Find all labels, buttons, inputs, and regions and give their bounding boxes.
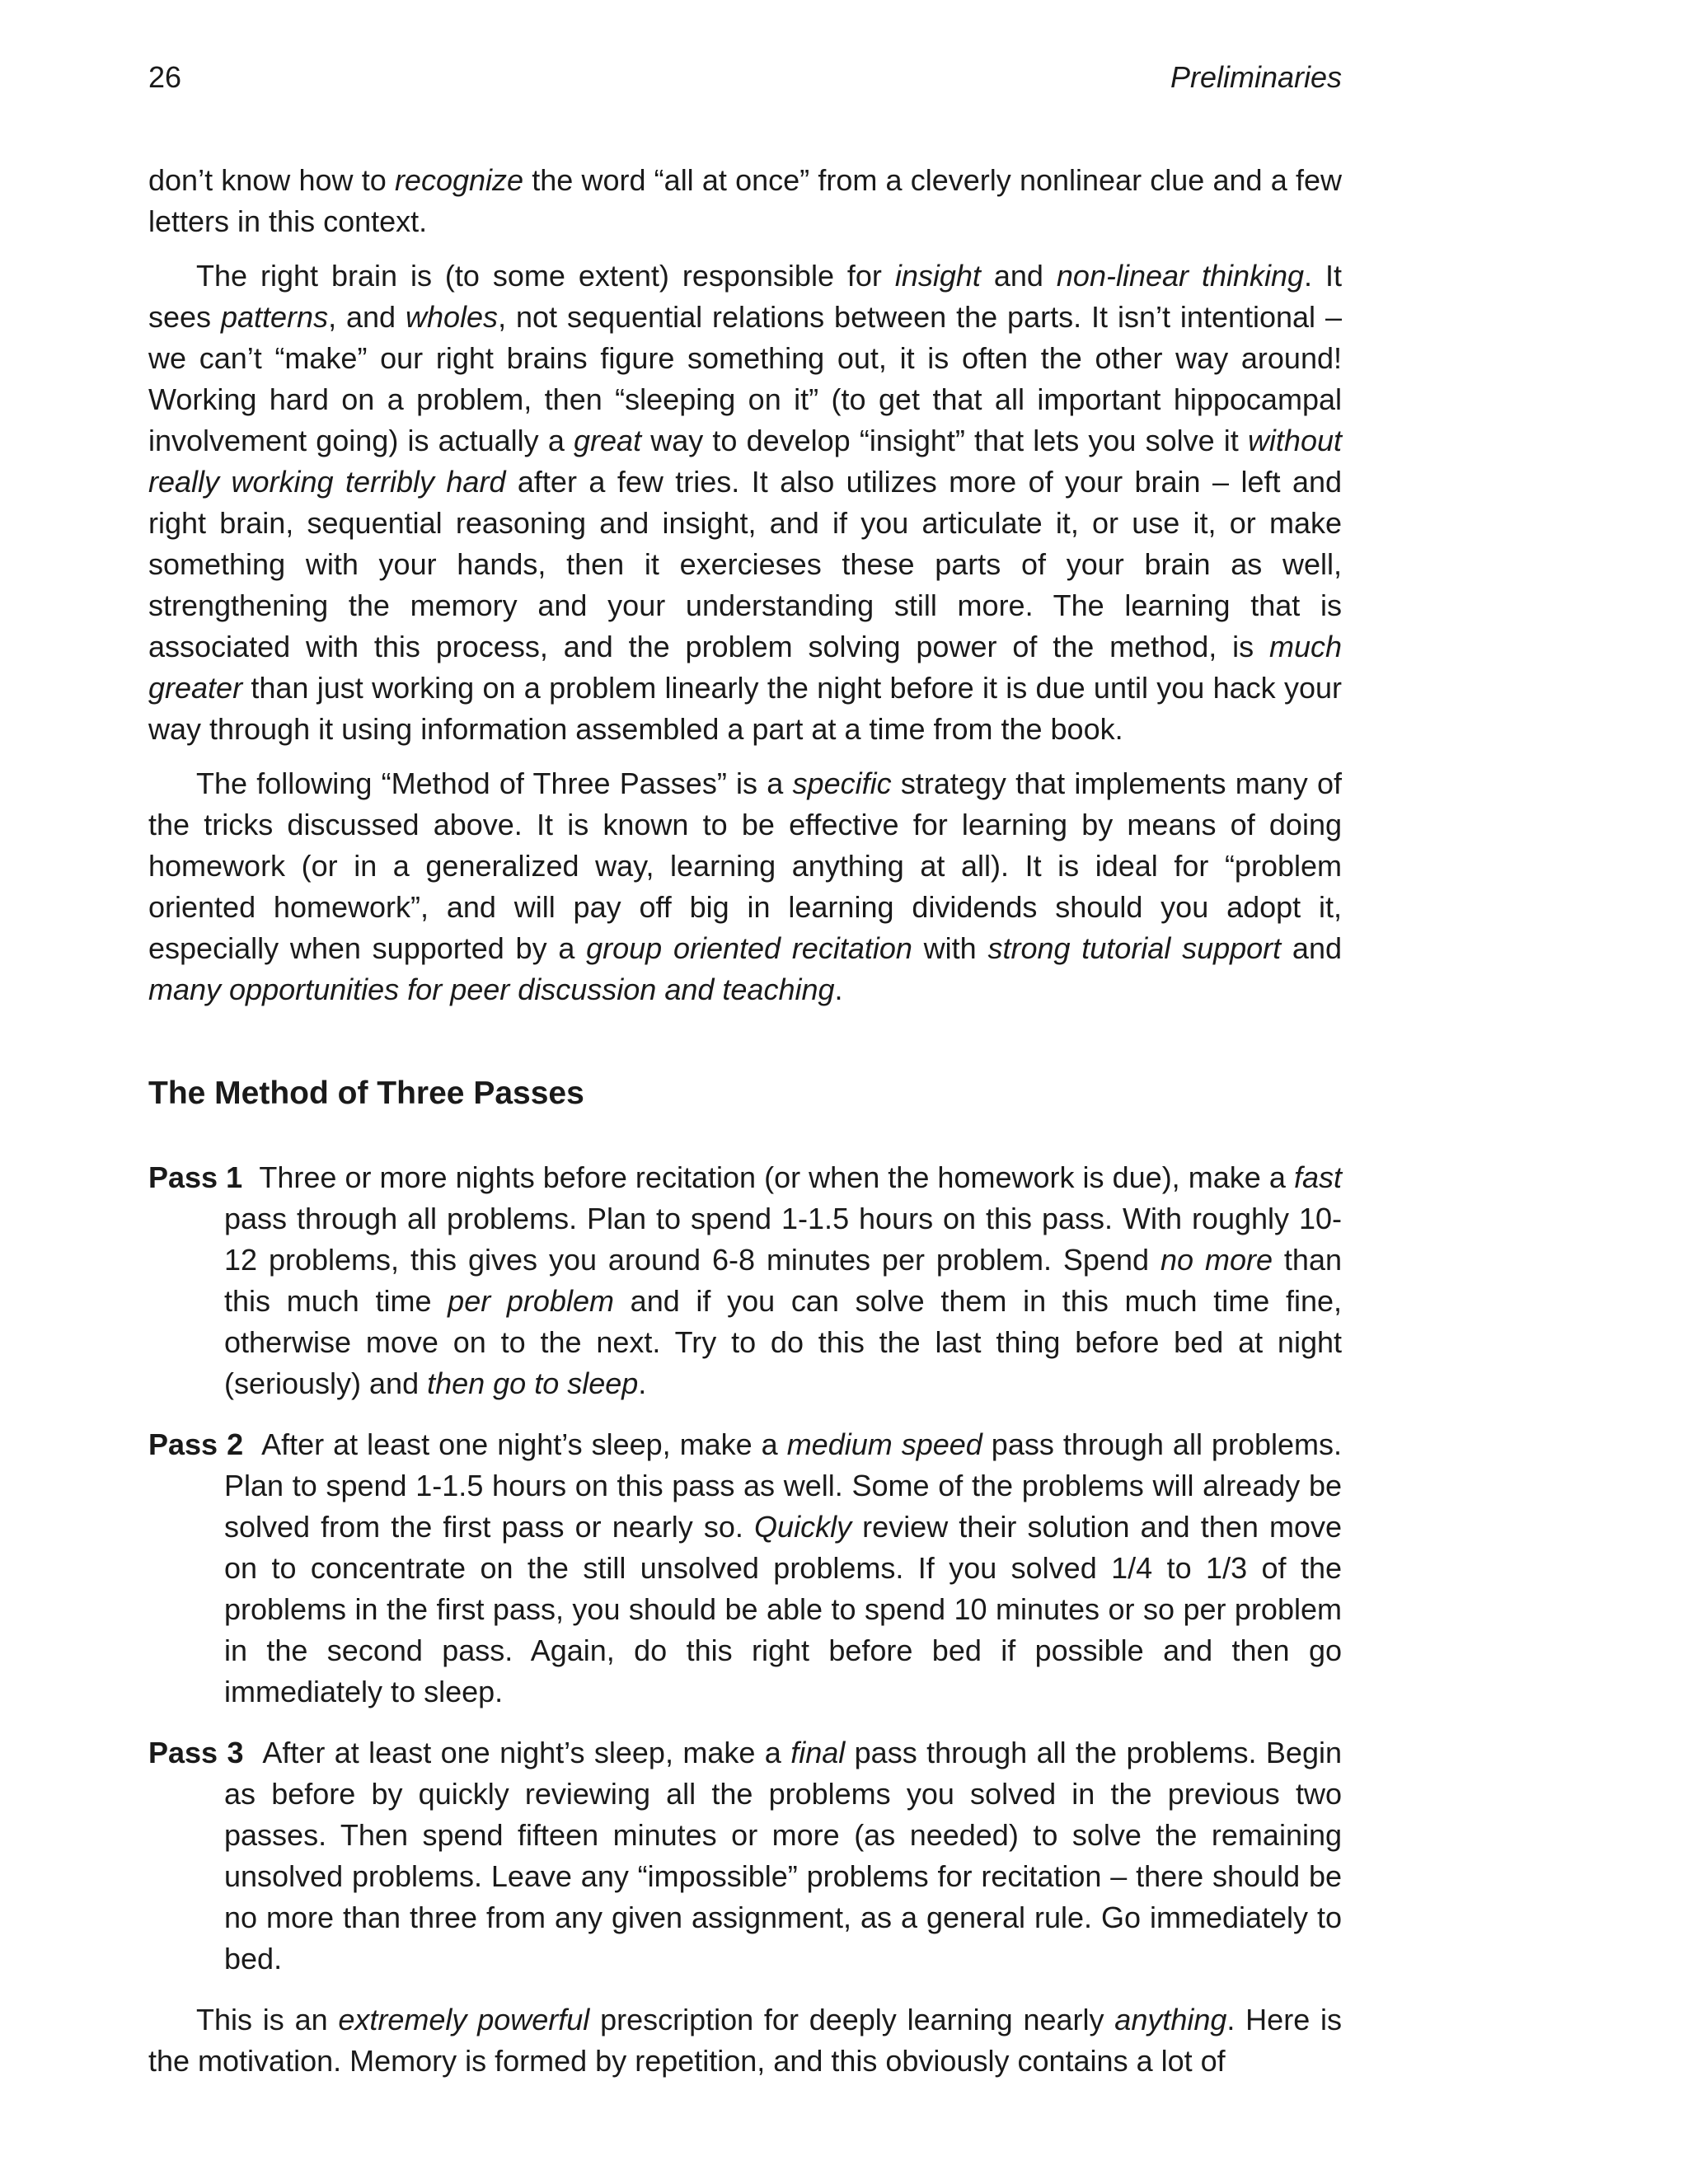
emphasis: many opportunities for peer discussion and teaching (148, 972, 835, 1006)
text-run: . (638, 1366, 647, 1400)
emphasis: medium speed (786, 1427, 982, 1461)
emphasis: patterns (220, 300, 329, 334)
pass-term: Pass 1 (148, 1160, 243, 1194)
text-run: . Here is the motivation. Memory is formed by repetition, and this obviously contains a lot of (148, 2003, 1342, 2078)
pass-term: Pass 2 (148, 1427, 244, 1461)
emphasis: then go to sleep (427, 1366, 639, 1400)
paragraph-continuation (148, 160, 1342, 242)
text-run: than this much time (224, 1243, 1342, 1318)
pass-list (148, 1157, 1342, 1980)
text-run: pass through all problems. Plan to spend 1-1.5 hours on this pass. With roughly 10-12 problems, this gives you around 6-8 minutes per problem. Spend (224, 1202, 1342, 1277)
text-run: don’t know how to (148, 163, 395, 197)
section-heading: The Method of Three Passes (148, 1076, 584, 1111)
paragraph-three-passes-intro (148, 763, 1342, 1010)
text-run: The following “Method of Three Passes” is a (196, 766, 793, 800)
text-run: pass through all problems. Plan to spend 1-1.5 hours on this pass as well. Some of the problems will already be solved from the first pass or nearly so. (224, 1427, 1342, 1544)
emphasis: great (574, 424, 642, 457)
emphasis: fast (1293, 1160, 1342, 1194)
text-run: After at least one night’s sleep, make a (261, 1427, 787, 1461)
text-run: pass through all the problems. Begin as before by quickly reviewing all the problems you solved in the previous two passes. Then spend fifteen minutes or more (as needed) to solve the remaining unsolved problems. Leave any “impossible” problems for recitation – there should be no more than three from any given assignment, as a general rule. Go immediately to bed. (224, 1736, 1342, 1975)
text-run: strategy that implements many of the tricks discussed above. It is known to be effective for learning by means of doing homework (or in a generalized way, learning anything at all). It is ideal for “problem oriented homework”, and will pay off big in learning dividends should you adopt it, especially when supported by a (148, 766, 1342, 965)
text-run: and if you can solve them in this much time fine, otherwise move on to the next. Try to do this the last thing before bed at night (seriously) and (224, 1284, 1343, 1400)
text-run: than just working on a problem linearly the night before it is due until you hack your way through it using information assembled a part at a time from the book. (148, 671, 1342, 746)
pass-term: Pass 3 (148, 1736, 244, 1769)
emphasis: non-linear thinking (1056, 259, 1305, 293)
running-header (148, 58, 1342, 97)
text-run: , and (328, 300, 406, 334)
section-title: Preliminaries (1170, 60, 1342, 94)
page-number: 26 (148, 60, 182, 94)
pass-item-1 (148, 1157, 1342, 1404)
text-run: This is an (196, 2003, 339, 2036)
emphasis: group oriented recitation (586, 931, 912, 965)
text-run: the word “all at once” from a cleverly nonlinear clue and a few letters in this context. (148, 163, 1342, 238)
emphasis: specific (792, 766, 892, 800)
pass-item-2 (148, 1424, 1342, 1713)
text-run: . (834, 972, 843, 1006)
emphasis: per problem (448, 1284, 614, 1318)
text-run: review their solution and then move on to concentrate on the still unsolved problems. If you solved 1/4 to 1/3 of the problems in the first pass, you should be able to spend 10 minutes or so per problem in the second pass. Again, do this right before bed if possible and then go immediately to sleep. (224, 1510, 1342, 1708)
text-run: . It sees (148, 259, 1343, 334)
emphasis: no more (1160, 1243, 1273, 1277)
emphasis: recognize (394, 163, 524, 197)
text-run: after a few tries. It also utilizes more of your brain – left and right brain, sequential reasoning and insight, and if you articulate it, or use it, or make something with your hands, then it exercieses these parts of your brain as well, strengthening the memory and your understanding still more. The learning that is associated with this process, and the problem solving power of the method, is (148, 465, 1343, 663)
emphasis: strong tutorial support (987, 931, 1282, 965)
emphasis: without really working terribly hard (148, 424, 1343, 499)
text-run: Three or more nights before recitation (or when the homework is due), make a (259, 1160, 1294, 1194)
emphasis: insight (894, 259, 981, 293)
document-page (148, 58, 1342, 2095)
paragraph-right-brain (148, 255, 1342, 750)
paragraph-motivation (148, 1999, 1342, 2082)
emphasis: much greater (148, 630, 1342, 705)
text-run: The right brain is (to some extent) responsible for (196, 259, 895, 293)
emphasis: anything (1114, 2003, 1227, 2036)
emphasis: final (790, 1736, 846, 1769)
text-run: with (912, 931, 988, 965)
text-run: way to develop “insight” that lets you solve it (641, 424, 1248, 457)
text-run: and (980, 259, 1057, 293)
emphasis: Quickly (754, 1510, 852, 1544)
emphasis: wholes (406, 300, 499, 334)
text-run: and (1281, 931, 1342, 965)
text-run: prescription for deeply learning nearly (589, 2003, 1115, 2036)
body-text (148, 160, 1342, 2082)
text-run: After at least one night’s sleep, make a (262, 1736, 791, 1769)
emphasis: extremely powerful (338, 2003, 590, 2036)
pass-item-3 (148, 1732, 1342, 1980)
text-run: , not sequential relations between the parts. It isn’t intentional – we can’t “make” our right brains figure something out, it is often the other way around! Working hard on a problem, then “sleeping on it” (to get that all important hippocampal involvement going) is actually a (148, 300, 1343, 457)
